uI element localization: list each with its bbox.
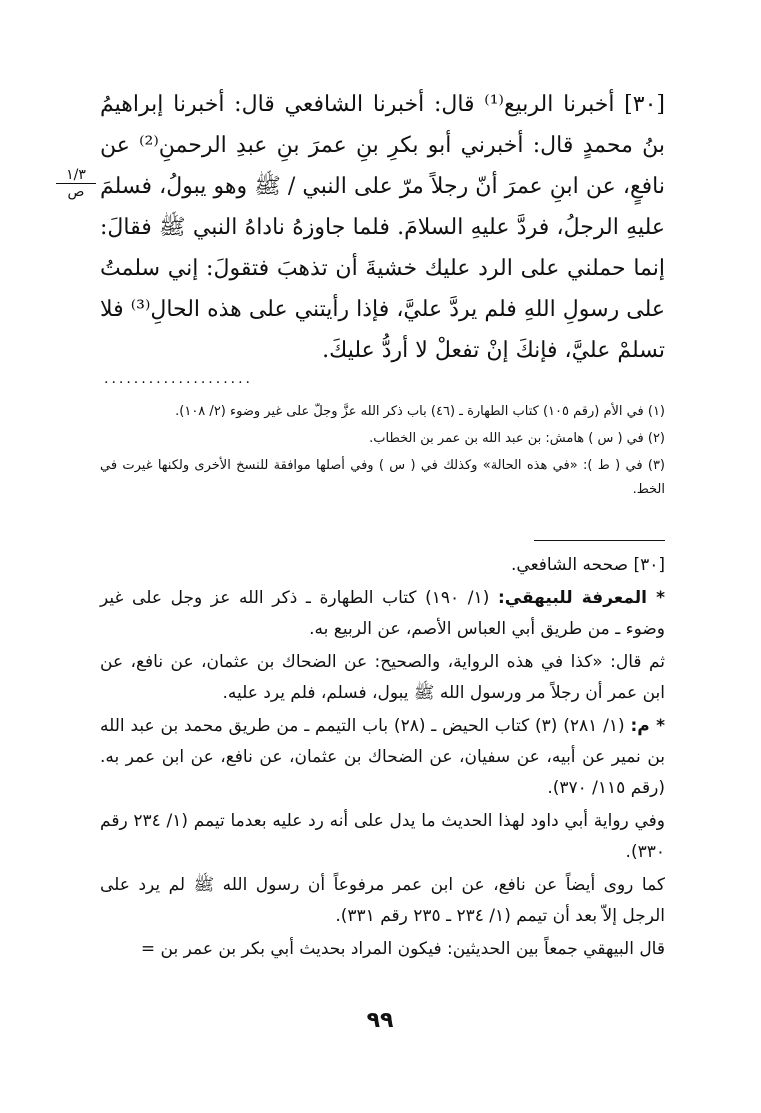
commentary-paragraph-1 — [100, 583, 665, 645]
margin-note-top: ١/٣ — [66, 167, 86, 183]
commentary-heading: [٣٠] صححه الشافعي. — [511, 555, 665, 575]
commentary-paragraph-3 — [100, 711, 665, 804]
margin-note-bottom: ص — [67, 184, 85, 200]
commentary-paragraph-2: ثم قال: «كذا في هذه الرواية، والصحيح: عن الضحاك بن عثمان، عن نافع، عن ابن عمر أن رجلاً مر ورسول الله ﷺ يبول، فسلم، فلم يرد عليه. — [100, 652, 665, 703]
footnote-separator: .................... — [104, 372, 254, 386]
commentary-paragraph-5: كما روى أيضاً عن نافع، عن ابن عمر مرفوعاً أن رسول الله ﷺ لم يرد على الرجل إلاّ بعد أن تيمم (١/ ٢٣٤ ـ ٢٣٥ رقم ٣٣١). — [100, 875, 665, 926]
margin-manuscript-reference — [54, 168, 98, 199]
commentary-paragraph-3-text: (١/ ٢٨١) (٣) كتاب الحيض ـ (٢٨) باب التيمم ـ من طريق محمد بن عبد الله بن نمير عن أبيه، عن سفيان، عن الضحاك بن عثمان، عن نافع، عن ابن عمر به. (رقم ١١٥/ ٣٧٠). — [100, 716, 665, 798]
source-label-bayhaqi: * المعرفة للبيهقي: — [497, 588, 665, 608]
page-number: ٩٩ — [366, 1008, 394, 1033]
footnote-3: (٣) في ( ط ): «في هذه الحالة» وكذلك في ( س ) وفي أصلها موافقة للنسخ الأخرى ولكنها غيرت في الخط. — [100, 458, 665, 497]
footnote-2: (٢) في ( س ) هامش: بن عبد الله بن عمر بن الخطاب. — [369, 431, 665, 446]
source-label-muslim: * م: — [630, 716, 665, 736]
commentary-paragraph-1-text: (١/ ١٩٠) كتاب الطهارة ـ ذكر الله عز وجل على غير وضوء ـ من طريق أبي العباس الأصم، عن الربيع به. — [100, 588, 665, 639]
footnotes-block — [100, 400, 665, 505]
commentary-paragraph-6: قال البيهقي جمعاً بين الحديثين: فيكون المراد بحديث أبي بكر بن عمر بن = — [140, 939, 665, 959]
footnote-1: (١) في الأم (رقم ١٠٥) كتاب الطهارة ـ (٤٦) باب ذكر الله عزَّ وجلّ على غير وضوء (٢/ ١٠٨). — [175, 404, 665, 419]
hadith-paragraph: [٣٠] أخبرنا الربيع⁽¹⁾ قال: أخبرنا الشافعي قال: أخبرنا إبراهيمُ بنُ محمدٍ قال: أخبرني أبو بكرِ بنِ عمرَ بنِ عبدِ الرحمنِ⁽²⁾ عن نافعٍ، عن ابنِ عمرَ أنّ رجلاً مرّ على النبي / ﷺ وهو يبولُ، فسلمَ عليهِ الرجلُ، فردَّ عليهِ السلامَ. فلما جاوزهُ ناداهُ النبي ﷺ فقالَ: إنما حملني على الرد عليك خشيةَ أن تذهبَ فتقولَ: إني سلمتُ على رسولِ اللهِ فلم يردَّ عليَّ، فإذا رأيتني على هذه الحالِ⁽³⁾ فلا تسلمْ عليَّ، فإنكَ إنْ تفعلْ لا أردُّ عليكَ. — [100, 92, 665, 363]
commentary-paragraph-4: وفي رواية أبي داود لهذا الحديث ما يدل على أنه رد عليه بعدما تيمم (١/ ٢٣٤ رقم ٣٣٠). — [100, 811, 665, 862]
hadith-text-block — [100, 84, 665, 371]
commentary-divider — [534, 540, 665, 541]
commentary-block — [100, 550, 665, 967]
